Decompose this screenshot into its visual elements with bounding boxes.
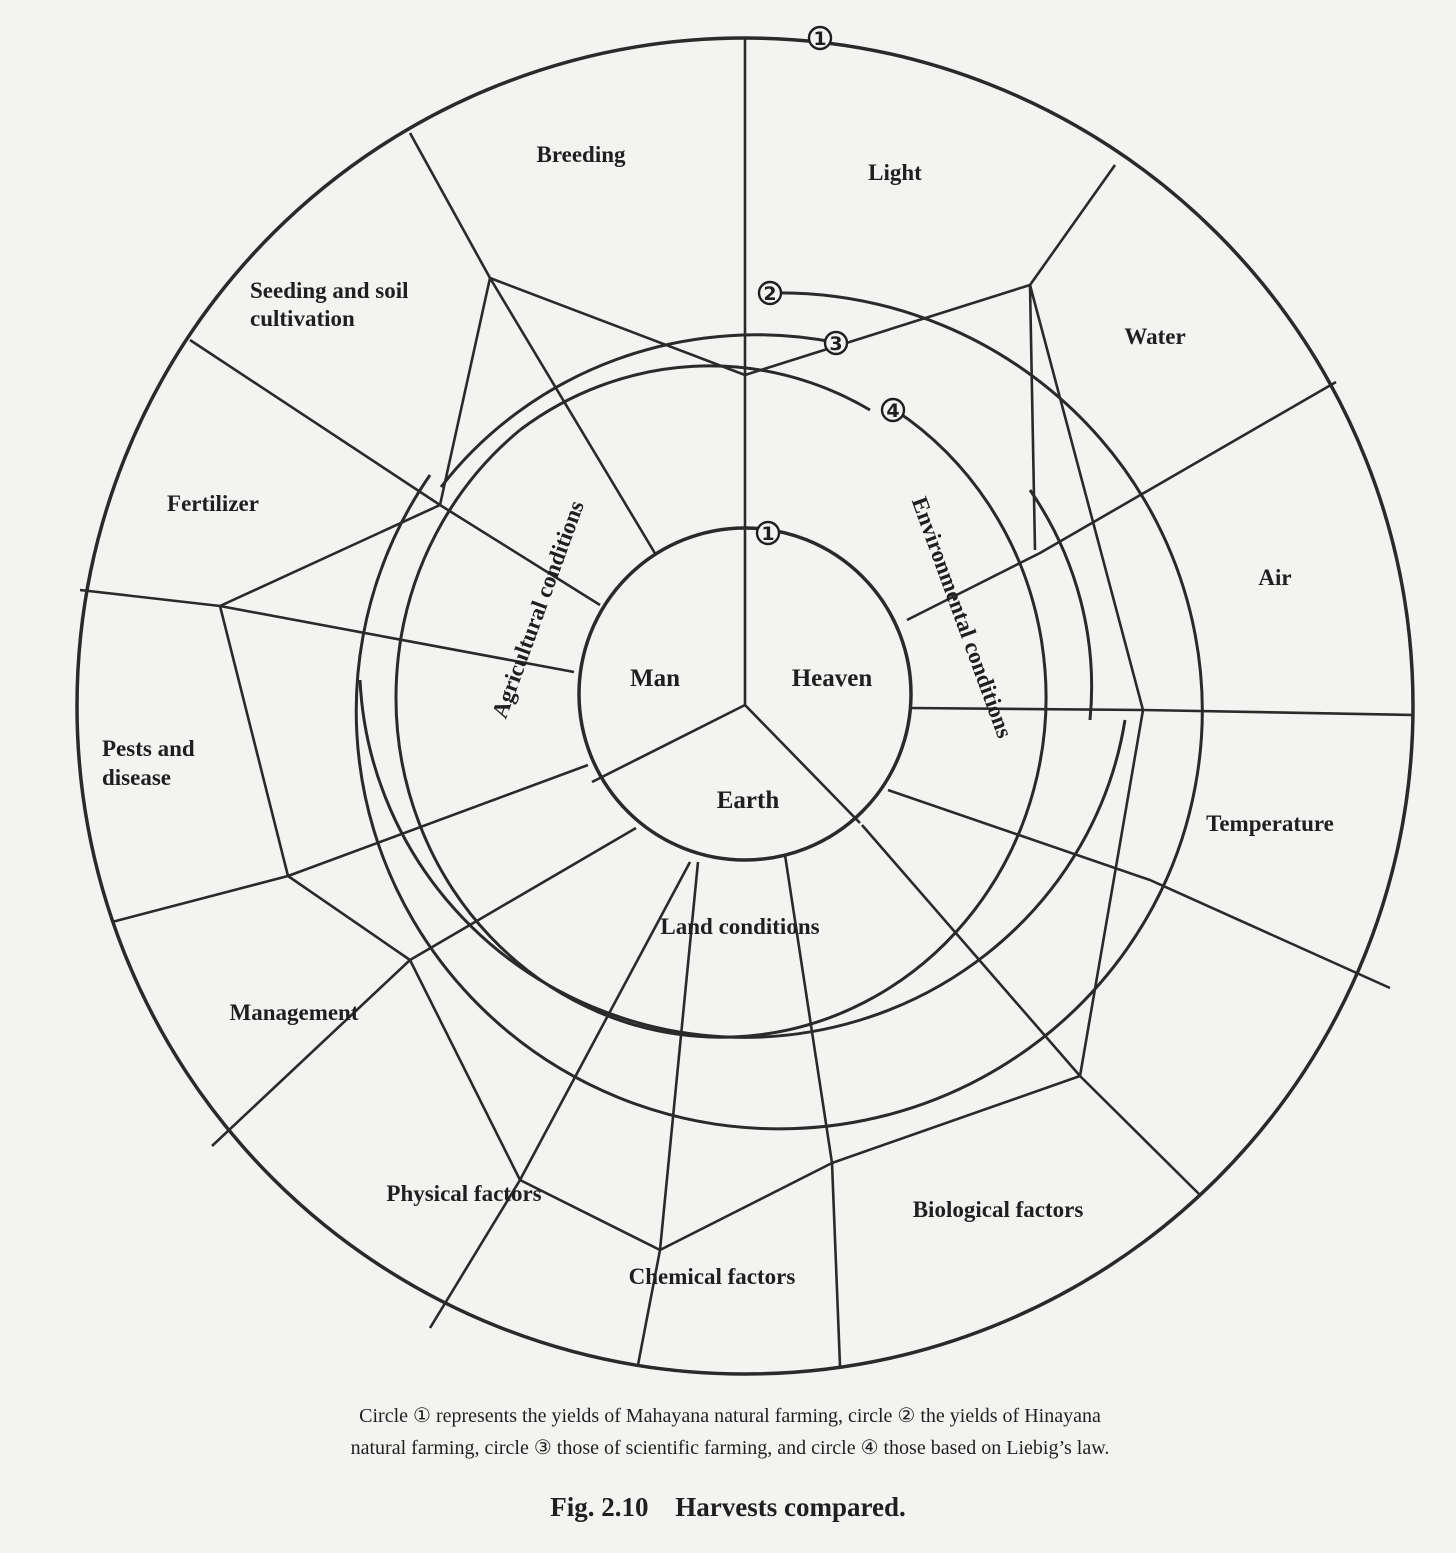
- spoke-seeding: [190, 340, 600, 605]
- caption-line-2: natural farming, circle ③ those of scientific farming, and circle ④ those based on Liebig’s law.: [350, 1437, 1110, 1459]
- figure-name: Harvests compared.: [675, 1492, 906, 1522]
- label-man: Man: [630, 665, 680, 692]
- label-chemical-factors: Chemical factors: [628, 1264, 796, 1289]
- mark-circle-1-inner: [757, 522, 779, 545]
- label-biological-factors: Biological factors: [912, 1197, 1084, 1222]
- label-agricultural-conditions: Agricultural conditions: [486, 497, 589, 722]
- label-pests-line2: disease: [102, 765, 171, 790]
- circle-4-top: [520, 366, 870, 430]
- label-seeding-line1: Seeding and soil: [250, 278, 409, 303]
- spoke-breeding: [410, 133, 656, 555]
- label-fertilizer: Fertilizer: [167, 491, 259, 516]
- label-environmental-conditions: Environmental conditions: [906, 493, 1018, 742]
- svg-text:3: 3: [829, 333, 843, 355]
- label-land-conditions: Land conditions: [660, 914, 820, 939]
- mark-circle-3: [825, 332, 847, 355]
- label-seeding-line2: cultivation: [250, 306, 355, 331]
- svg-text:4: 4: [886, 400, 900, 422]
- label-physical-factors: Physical factors: [386, 1181, 542, 1206]
- caption: [200, 1400, 1260, 1464]
- mark-circle-4: [882, 399, 904, 422]
- label-air: Air: [1258, 565, 1292, 590]
- figure-title: [0, 1492, 1456, 1523]
- mark-circle-2: [759, 282, 781, 305]
- label-pests-line1: Pests and: [102, 736, 195, 761]
- spoke-fertilizer: [80, 590, 574, 672]
- mark-circle-1-outer: [809, 27, 831, 50]
- label-temperature: Temperature: [1206, 811, 1334, 836]
- label-heaven: Heaven: [791, 665, 873, 692]
- label-earth: Earth: [716, 787, 780, 814]
- circle-3-upper: [441, 335, 838, 487]
- spoke-physical: [430, 862, 690, 1328]
- label-water: Water: [1124, 324, 1186, 349]
- circle-3-side: [1030, 490, 1092, 720]
- label-management: Management: [229, 1000, 359, 1025]
- circle-4: [396, 410, 1046, 1037]
- label-breeding: Breeding: [536, 142, 626, 167]
- svg-text:1: 1: [813, 28, 827, 50]
- spoke-light: [1030, 165, 1115, 550]
- circle-2-upper: [356, 293, 1202, 1129]
- svg-text:1: 1: [761, 523, 775, 545]
- figure-number: Fig. 2.10: [550, 1492, 649, 1522]
- caption-line-1: Circle ① represents the yields of Mahayana natural farming, circle ② the yields of Hinayana: [359, 1405, 1101, 1427]
- label-light: Light: [868, 160, 922, 185]
- svg-text:2: 2: [763, 283, 777, 305]
